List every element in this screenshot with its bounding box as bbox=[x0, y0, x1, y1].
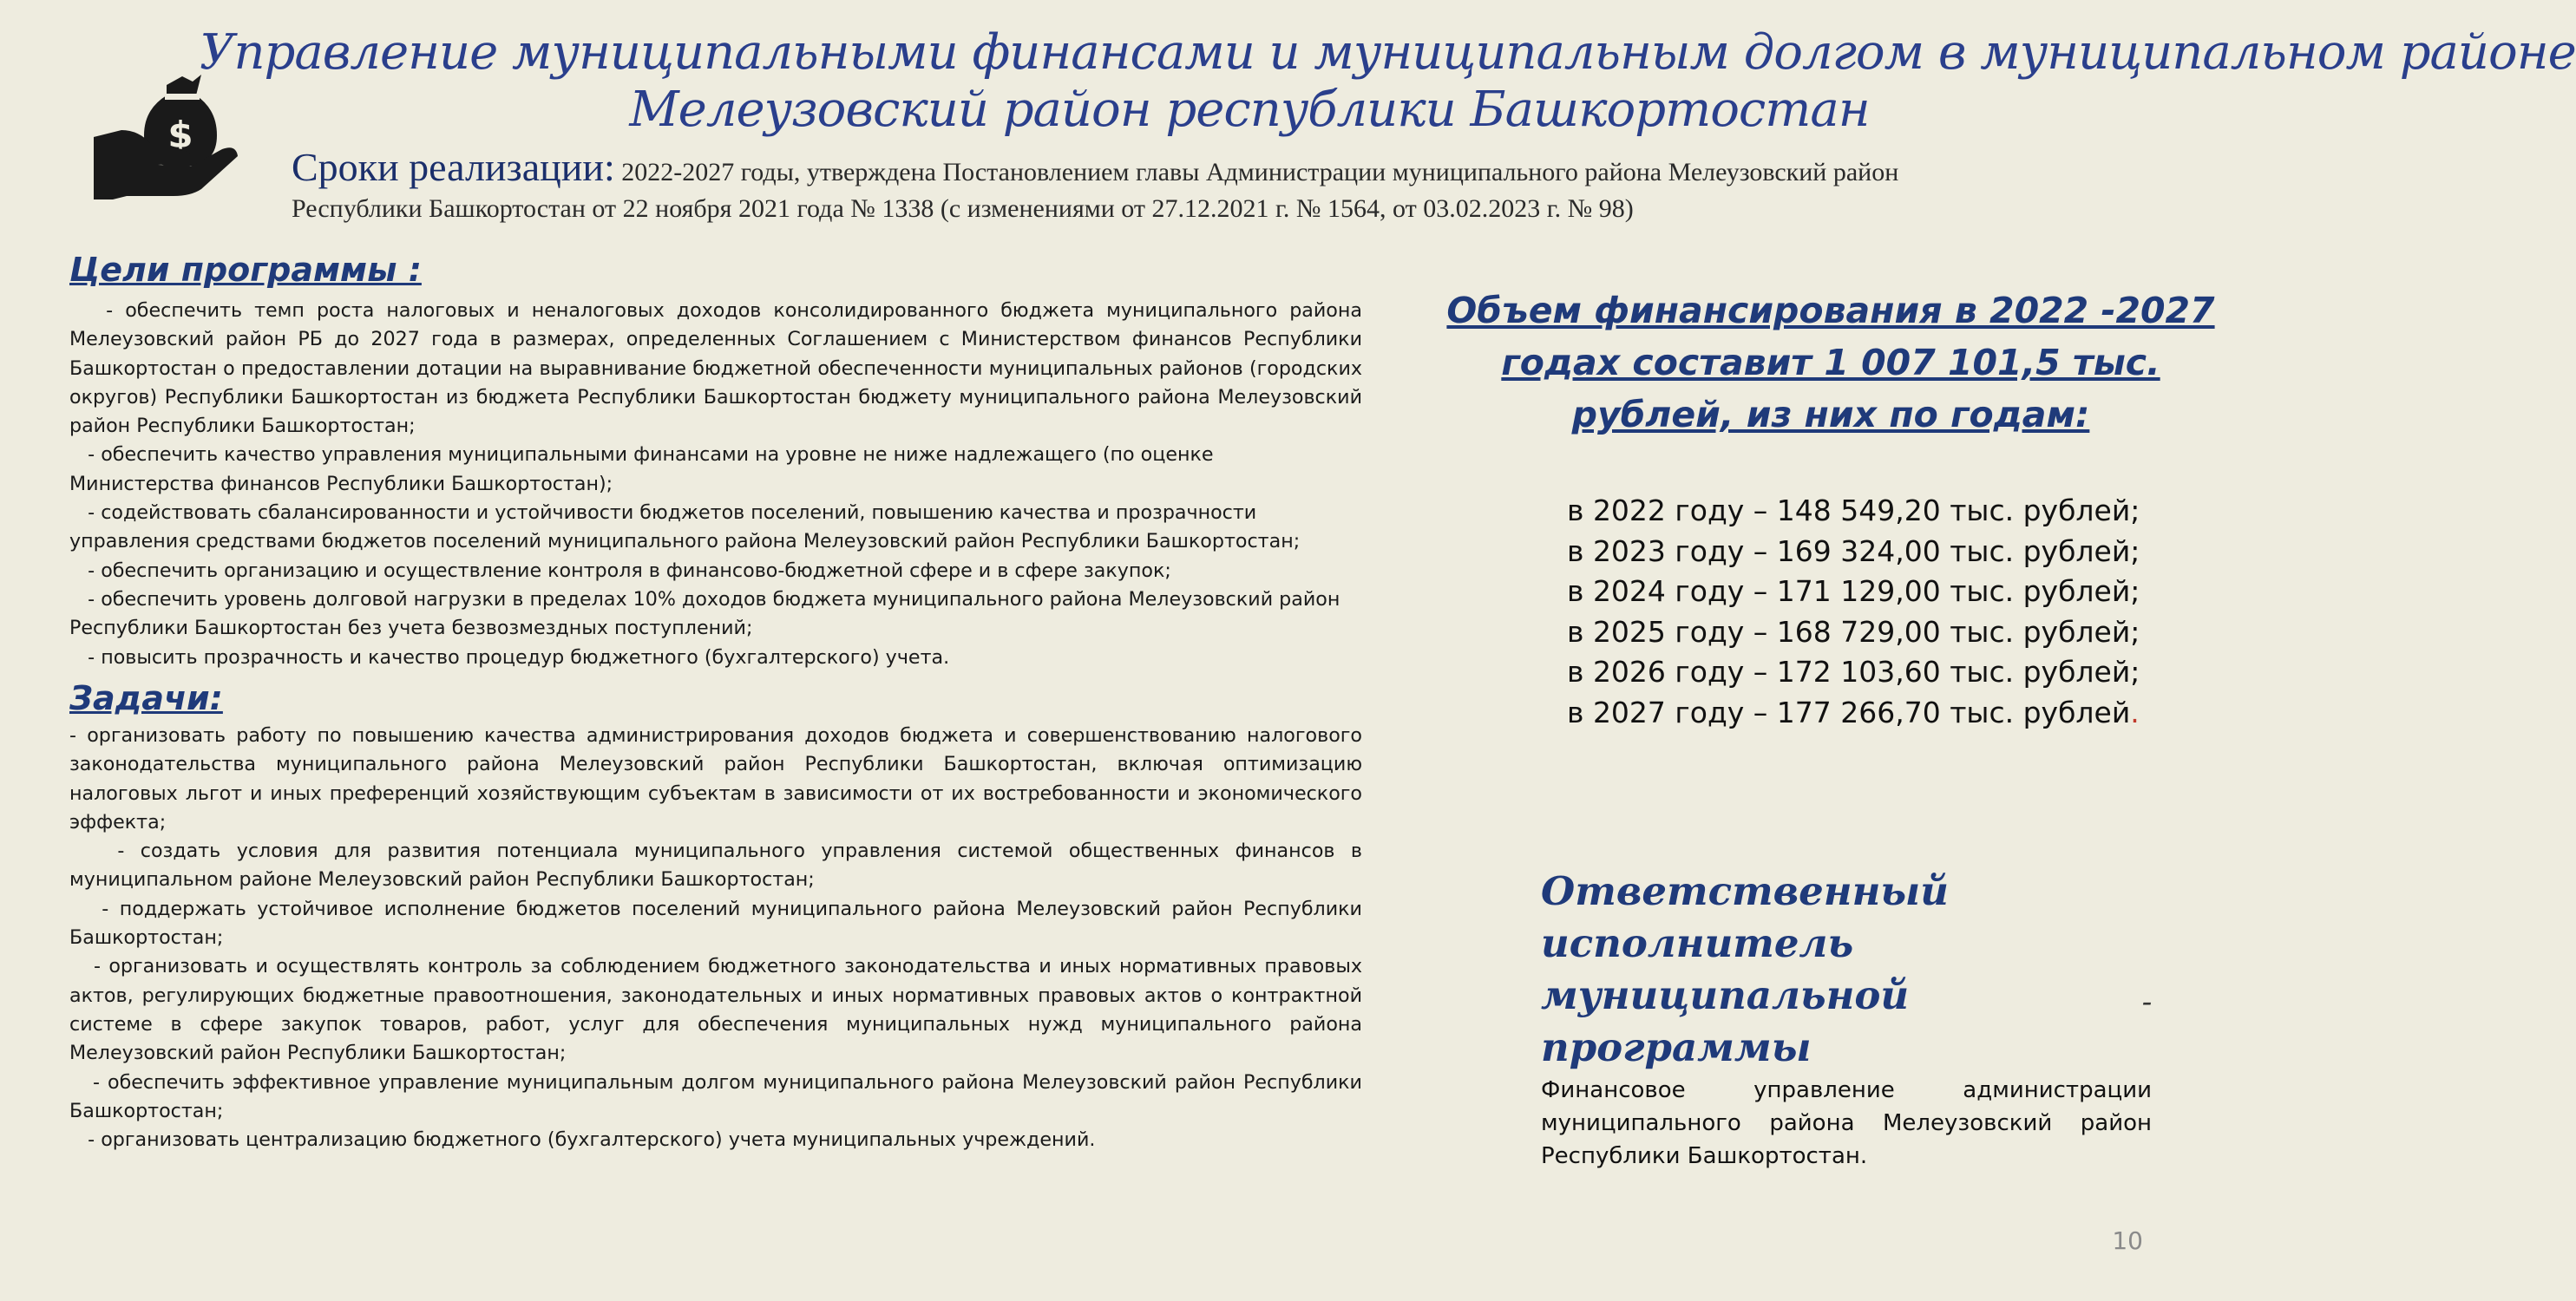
responsible-heading-line-1: Ответственный исполнитель bbox=[1541, 868, 1949, 966]
task-item: - поддержать устойчивое исполнение бюджетов поселений муниципального района Мелеузовский район Республики Башкортостан; bbox=[69, 897, 1369, 950]
svg-text:$: $ bbox=[167, 114, 193, 156]
funding-heading bbox=[1440, 284, 2221, 441]
terms-line-2: Республики Башкортостан от 22 ноября 2021 года № 1338 (с изменениями от 27.12.2021 г. № 1564, от 03.02.2023 г. № 98) bbox=[292, 194, 1634, 223]
responsible-body bbox=[1541, 1074, 2152, 1173]
task-item: - обеспечить эффективное управление муниципальным долгом муниципального района Мелеузовский район Республики Башкортостан; bbox=[69, 1070, 1369, 1122]
goals-heading: Цели программы : bbox=[69, 251, 422, 289]
terms-label: Сроки реализации: bbox=[292, 145, 615, 189]
funding-year-2027-row bbox=[1567, 693, 2226, 734]
goal-item: - повысить прозрачность и качество процедур бюджетного (бухгалтерского) учета. bbox=[69, 645, 950, 669]
responsible-body-line-2: муниципального района Мелеузовский район bbox=[1541, 1110, 2152, 1136]
goals-list bbox=[69, 297, 1369, 672]
funding-year-2024: в 2024 году – 171 129,00 тыс. рублей; bbox=[1567, 574, 2140, 608]
responsible-body-line-1: Финансовое управление администрации bbox=[1541, 1077, 2152, 1103]
goal-item: - обеспечить организацию и осуществление контроля в финансово-бюджетной сфере и в сфере закупок; bbox=[69, 559, 1171, 582]
goal-item: - обеспечить качество управления муниципальными финансами на уровне не ниже надлежащего (по оценке Министерства финансов Республики Башкортостан); bbox=[69, 443, 1220, 495]
funding-year-2026: в 2026 году – 172 103,60 тыс. рублей; bbox=[1567, 655, 2140, 689]
task-item: - создать условия для развития потенциала муниципального управления системой общественных финансов в муниципальном районе Мелеузовский район Республики Башкортостан; bbox=[69, 840, 1369, 892]
goal-item: - обеспечить уровень долговой нагрузки в пределах 10% доходов бюджета муниципального района Мелеузовский район Республики Башкортостан без учета безвозмездных поступлений; bbox=[69, 587, 1347, 640]
task-item: - организовать и осуществлять контроль за соблюдением бюджетного законодательства и иных нормативных правовых актов, регулирующих бюджетные правоотношения, законодательных и иных нормативных правовых актов о контрактной системе в сфере закупок товаров, работ, услуг для обеспечения муниципальных нужд муниципального района Мелеузовский район Республики Башкортостан; bbox=[69, 955, 1369, 1065]
responsible-block bbox=[1541, 866, 2152, 1173]
task-item: - организовать работу по повышению качества администрирования доходов бюджета и совершенствованию налогового законодательства муниципального района Мелеузовский район Республики Башкортостан, включая оптимизацию налоговых льгот и иных преференций хозяйствующим субъектам в зависимости от их востребованности и экономического эффекта; bbox=[69, 724, 1369, 834]
funding-years-list bbox=[1567, 491, 2226, 733]
goal-item: - обеспечить темп роста налоговых и неналоговых доходов консолидированного бюджета муниципального района Мелеузовский район РБ до 2027 года в размерах, определенных Соглашением с Министерством финансов Республики Башкортостан о предоставлении дотации на выравнивание бюджетной обеспеченности муниципальных районов (городских округов) Республики Башкортостан из бюджета Республики Башкортостан бюджету муниципального района Мелеузовский район Республики Башкортостан; bbox=[69, 299, 1369, 438]
title-line-2: Мелеузовский район республики Башкортостан bbox=[629, 82, 1870, 138]
funding-heading-line-1: Объем финансирования в 2022 -2027 bbox=[1446, 290, 2215, 331]
page-number: 10 bbox=[2112, 1226, 2143, 1255]
funding-year-2022: в 2022 году – 148 549,20 тыс. рублей; bbox=[1567, 494, 2140, 527]
funding-year-2025: в 2025 году – 168 729,00 тыс. рублей; bbox=[1567, 614, 2140, 649]
funding-heading-line-2: годах составит 1 007 101,5 тыс. bbox=[1501, 342, 2160, 383]
tasks-list bbox=[69, 722, 1369, 1154]
responsible-dash: – bbox=[2142, 991, 2152, 1014]
terms-line-1: 2022-2027 годы, утверждена Постановлением главы Администрации муниципального района Мелеузовский район bbox=[614, 158, 1899, 186]
title-line-1: Управление муниципальными финансами и муниципальным долгом в муниципальном районе bbox=[200, 24, 2576, 81]
terms-block bbox=[292, 145, 2287, 227]
responsible-heading-line-2: муниципальной программы bbox=[1541, 972, 1910, 1070]
goal-item: - содействовать сбалансированности и устойчивости бюджетов поселений, повышению качества и прозрачности управления средствами бюджетов поселений муниципального района Мелеузовский район Республики Башкортостан; bbox=[69, 501, 1301, 553]
tasks-heading: Задачи: bbox=[69, 679, 223, 717]
funding-heading-line-3: рублей, из них по годам: bbox=[1571, 394, 2090, 435]
responsible-heading-line-2-row bbox=[1541, 970, 2152, 1074]
funding-year-2023: в 2023 году – 169 324,00 тыс. рублей; bbox=[1567, 533, 2140, 568]
funding-year-2027: в 2027 году – 177 266,70 тыс. рублей bbox=[1567, 695, 2131, 729]
task-item: - организовать централизацию бюджетного (бухгалтерского) учета муниципальных учреждений. bbox=[69, 1128, 1096, 1152]
funding-year-2027-dot: . bbox=[2130, 695, 2140, 729]
responsible-body-line-3: Республики Башкортостан. bbox=[1541, 1143, 1868, 1169]
